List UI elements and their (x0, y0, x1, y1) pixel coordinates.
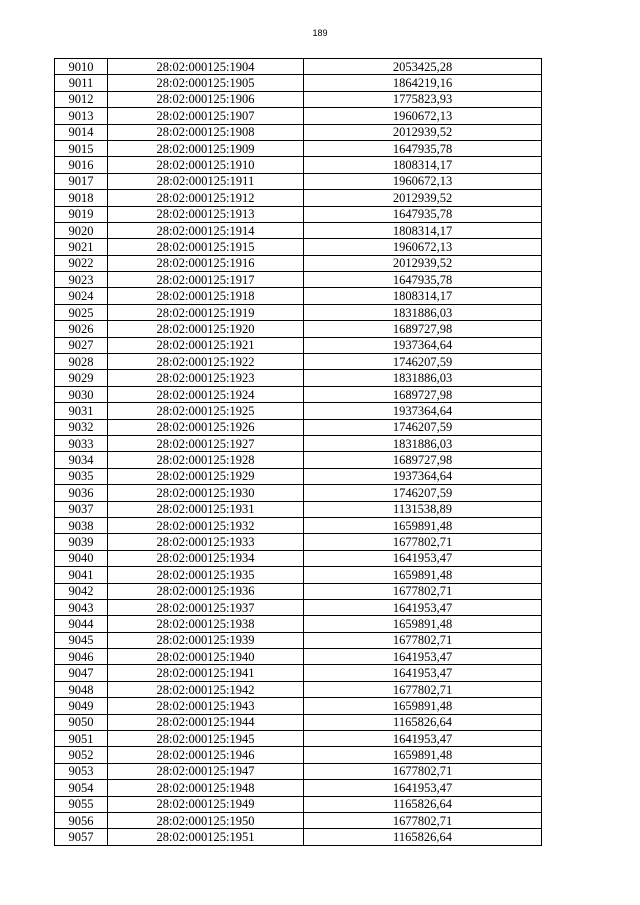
row-number-cell: 9037 (55, 501, 108, 517)
table-row (55, 91, 542, 107)
row-number-cell: 9040 (55, 550, 108, 566)
row-number-cell: 9024 (55, 288, 108, 304)
cadastral-number-cell: 28:02:000125:1920 (108, 321, 304, 337)
cadastral-number-cell: 28:02:000125:1924 (108, 386, 304, 402)
row-number-cell: 9038 (55, 517, 108, 533)
cadastral-number-cell: 28:02:000125:1950 (108, 812, 304, 828)
table-row (55, 731, 542, 747)
value-cell: 1677802,71 (304, 534, 542, 550)
cadastral-number-cell: 28:02:000125:1904 (108, 59, 304, 75)
cadastral-number-cell: 28:02:000125:1944 (108, 714, 304, 730)
row-number-cell: 9042 (55, 583, 108, 599)
table-row (55, 599, 542, 615)
value-cell: 1689727,98 (304, 321, 542, 337)
cadastral-number-cell: 28:02:000125:1925 (108, 403, 304, 419)
value-cell: 1641953,47 (304, 731, 542, 747)
cadastral-number-cell: 28:02:000125:1923 (108, 370, 304, 386)
cadastral-number-cell: 28:02:000125:1905 (108, 75, 304, 91)
cadastral-number-cell: 28:02:000125:1947 (108, 763, 304, 779)
table-row (55, 812, 542, 828)
cadastral-number-cell: 28:02:000125:1933 (108, 534, 304, 550)
table-row (55, 206, 542, 222)
row-number-cell: 9026 (55, 321, 108, 337)
row-number-cell: 9016 (55, 157, 108, 173)
value-cell: 2012939,52 (304, 124, 542, 140)
table-row (55, 665, 542, 681)
value-cell: 1641953,47 (304, 649, 542, 665)
cadastral-number-cell: 28:02:000125:1913 (108, 206, 304, 222)
value-cell: 1659891,48 (304, 567, 542, 583)
row-number-cell: 9036 (55, 485, 108, 501)
cadastral-table (54, 58, 542, 846)
value-cell: 1937364,64 (304, 468, 542, 484)
cadastral-number-cell: 28:02:000125:1927 (108, 435, 304, 451)
row-number-cell: 9018 (55, 190, 108, 206)
table-row (55, 468, 542, 484)
row-number-cell: 9014 (55, 124, 108, 140)
cadastral-number-cell: 28:02:000125:1935 (108, 567, 304, 583)
cadastral-number-cell: 28:02:000125:1945 (108, 731, 304, 747)
cadastral-number-cell: 28:02:000125:1928 (108, 452, 304, 468)
value-cell: 1165826,64 (304, 714, 542, 730)
row-number-cell: 9044 (55, 616, 108, 632)
value-cell: 2053425,28 (304, 59, 542, 75)
value-cell: 1641953,47 (304, 599, 542, 615)
cadastral-number-cell: 28:02:000125:1941 (108, 665, 304, 681)
table-row (55, 124, 542, 140)
value-cell: 1937364,64 (304, 403, 542, 419)
page-number: 189 (312, 28, 328, 38)
table-row (55, 272, 542, 288)
value-cell: 2012939,52 (304, 255, 542, 271)
cadastral-number-cell: 28:02:000125:1907 (108, 108, 304, 124)
cadastral-number-cell: 28:02:000125:1936 (108, 583, 304, 599)
cadastral-number-cell: 28:02:000125:1942 (108, 681, 304, 697)
cadastral-number-cell: 28:02:000125:1931 (108, 501, 304, 517)
cadastral-number-cell: 28:02:000125:1922 (108, 354, 304, 370)
table-row (55, 714, 542, 730)
table-row (55, 140, 542, 156)
table-row (55, 534, 542, 550)
value-cell: 1864219,16 (304, 75, 542, 91)
value-cell: 1659891,48 (304, 747, 542, 763)
row-number-cell: 9022 (55, 255, 108, 271)
row-number-cell: 9051 (55, 731, 108, 747)
table-row (55, 222, 542, 238)
value-cell: 1808314,17 (304, 222, 542, 238)
table-row (55, 157, 542, 173)
row-number-cell: 9011 (55, 75, 108, 91)
table-row (55, 796, 542, 812)
value-cell: 1677802,71 (304, 681, 542, 697)
row-number-cell: 9048 (55, 681, 108, 697)
table-row (55, 632, 542, 648)
table-row (55, 403, 542, 419)
cadastral-number-cell: 28:02:000125:1930 (108, 485, 304, 501)
table-row (55, 419, 542, 435)
cadastral-number-cell: 28:02:000125:1939 (108, 632, 304, 648)
table-row (55, 59, 542, 75)
row-number-cell: 9052 (55, 747, 108, 763)
row-number-cell: 9019 (55, 206, 108, 222)
row-number-cell: 9046 (55, 649, 108, 665)
value-cell: 1746207,59 (304, 354, 542, 370)
value-cell: 1641953,47 (304, 665, 542, 681)
cadastral-number-cell: 28:02:000125:1908 (108, 124, 304, 140)
row-number-cell: 9027 (55, 337, 108, 353)
cadastral-number-cell: 28:02:000125:1910 (108, 157, 304, 173)
table-row (55, 583, 542, 599)
value-cell: 1937364,64 (304, 337, 542, 353)
value-cell: 1831886,03 (304, 304, 542, 320)
cadastral-number-cell: 28:02:000125:1917 (108, 272, 304, 288)
cadastral-number-cell: 28:02:000125:1932 (108, 517, 304, 533)
table-row (55, 354, 542, 370)
cadastral-number-cell: 28:02:000125:1909 (108, 140, 304, 156)
table-row (55, 780, 542, 796)
value-cell: 1677802,71 (304, 583, 542, 599)
value-cell: 1659891,48 (304, 616, 542, 632)
value-cell: 1641953,47 (304, 780, 542, 796)
value-cell: 1641953,47 (304, 550, 542, 566)
row-number-cell: 9033 (55, 435, 108, 451)
value-cell: 1659891,48 (304, 517, 542, 533)
table-row (55, 337, 542, 353)
value-cell: 1659891,48 (304, 698, 542, 714)
value-cell: 1689727,98 (304, 452, 542, 468)
value-cell: 1775823,93 (304, 91, 542, 107)
row-number-cell: 9012 (55, 91, 108, 107)
table-row (55, 288, 542, 304)
row-number-cell: 9030 (55, 386, 108, 402)
row-number-cell: 9050 (55, 714, 108, 730)
row-number-cell: 9013 (55, 108, 108, 124)
row-number-cell: 9055 (55, 796, 108, 812)
table-row (55, 321, 542, 337)
value-cell: 1746207,59 (304, 419, 542, 435)
row-number-cell: 9031 (55, 403, 108, 419)
row-number-cell: 9049 (55, 698, 108, 714)
cadastral-number-cell: 28:02:000125:1919 (108, 304, 304, 320)
table-row (55, 517, 542, 533)
cadastral-number-cell: 28:02:000125:1918 (108, 288, 304, 304)
table-row (55, 452, 542, 468)
cadastral-number-cell: 28:02:000125:1921 (108, 337, 304, 353)
value-cell: 1677802,71 (304, 763, 542, 779)
value-cell: 1808314,17 (304, 288, 542, 304)
row-number-cell: 9021 (55, 239, 108, 255)
table-row (55, 698, 542, 714)
cadastral-number-cell: 28:02:000125:1946 (108, 747, 304, 763)
value-cell: 1746207,59 (304, 485, 542, 501)
table-row (55, 829, 542, 845)
cadastral-number-cell: 28:02:000125:1938 (108, 616, 304, 632)
cadastral-number-cell: 28:02:000125:1911 (108, 173, 304, 189)
table-row (55, 501, 542, 517)
cadastral-number-cell: 28:02:000125:1906 (108, 91, 304, 107)
row-number-cell: 9041 (55, 567, 108, 583)
cadastral-number-cell: 28:02:000125:1926 (108, 419, 304, 435)
cadastral-number-cell: 28:02:000125:1937 (108, 599, 304, 615)
table-row (55, 485, 542, 501)
table-row (55, 763, 542, 779)
row-number-cell: 9017 (55, 173, 108, 189)
table-row (55, 649, 542, 665)
table-row (55, 75, 542, 91)
value-cell: 1131538,89 (304, 501, 542, 517)
cadastral-number-cell: 28:02:000125:1915 (108, 239, 304, 255)
value-cell: 1165826,64 (304, 796, 542, 812)
table-row (55, 304, 542, 320)
row-number-cell: 9054 (55, 780, 108, 796)
cadastral-number-cell: 28:02:000125:1943 (108, 698, 304, 714)
value-cell: 1960672,13 (304, 239, 542, 255)
table-row (55, 190, 542, 206)
value-cell: 1165826,64 (304, 829, 542, 845)
row-number-cell: 9029 (55, 370, 108, 386)
row-number-cell: 9057 (55, 829, 108, 845)
cadastral-number-cell: 28:02:000125:1951 (108, 829, 304, 845)
value-cell: 1960672,13 (304, 173, 542, 189)
value-cell: 1831886,03 (304, 435, 542, 451)
cadastral-number-cell: 28:02:000125:1948 (108, 780, 304, 796)
row-number-cell: 9015 (55, 140, 108, 156)
cadastral-number-cell: 28:02:000125:1916 (108, 255, 304, 271)
row-number-cell: 9047 (55, 665, 108, 681)
row-number-cell: 9032 (55, 419, 108, 435)
table-row (55, 108, 542, 124)
row-number-cell: 9028 (55, 354, 108, 370)
row-number-cell: 9053 (55, 763, 108, 779)
row-number-cell: 9035 (55, 468, 108, 484)
row-number-cell: 9043 (55, 599, 108, 615)
cadastral-number-cell: 28:02:000125:1949 (108, 796, 304, 812)
value-cell: 1647935,78 (304, 140, 542, 156)
value-cell: 2012939,52 (304, 190, 542, 206)
value-cell: 1960672,13 (304, 108, 542, 124)
value-cell: 1647935,78 (304, 206, 542, 222)
row-number-cell: 9056 (55, 812, 108, 828)
table-row (55, 173, 542, 189)
value-cell: 1677802,71 (304, 632, 542, 648)
table-body (55, 59, 542, 846)
row-number-cell: 9010 (55, 59, 108, 75)
table-row (55, 370, 542, 386)
row-number-cell: 9045 (55, 632, 108, 648)
row-number-cell: 9023 (55, 272, 108, 288)
table-row (55, 747, 542, 763)
table-row (55, 550, 542, 566)
value-cell: 1677802,71 (304, 812, 542, 828)
table-row (55, 681, 542, 697)
value-cell: 1647935,78 (304, 272, 542, 288)
cadastral-number-cell: 28:02:000125:1929 (108, 468, 304, 484)
row-number-cell: 9039 (55, 534, 108, 550)
row-number-cell: 9020 (55, 222, 108, 238)
cadastral-number-cell: 28:02:000125:1940 (108, 649, 304, 665)
table-row (55, 255, 542, 271)
value-cell: 1831886,03 (304, 370, 542, 386)
table-row (55, 567, 542, 583)
value-cell: 1808314,17 (304, 157, 542, 173)
value-cell: 1689727,98 (304, 386, 542, 402)
table-row (55, 239, 542, 255)
row-number-cell: 9034 (55, 452, 108, 468)
cadastral-number-cell: 28:02:000125:1912 (108, 190, 304, 206)
row-number-cell: 9025 (55, 304, 108, 320)
table-row (55, 616, 542, 632)
cadastral-number-cell: 28:02:000125:1914 (108, 222, 304, 238)
table-row (55, 435, 542, 451)
table-row (55, 386, 542, 402)
cadastral-number-cell: 28:02:000125:1934 (108, 550, 304, 566)
